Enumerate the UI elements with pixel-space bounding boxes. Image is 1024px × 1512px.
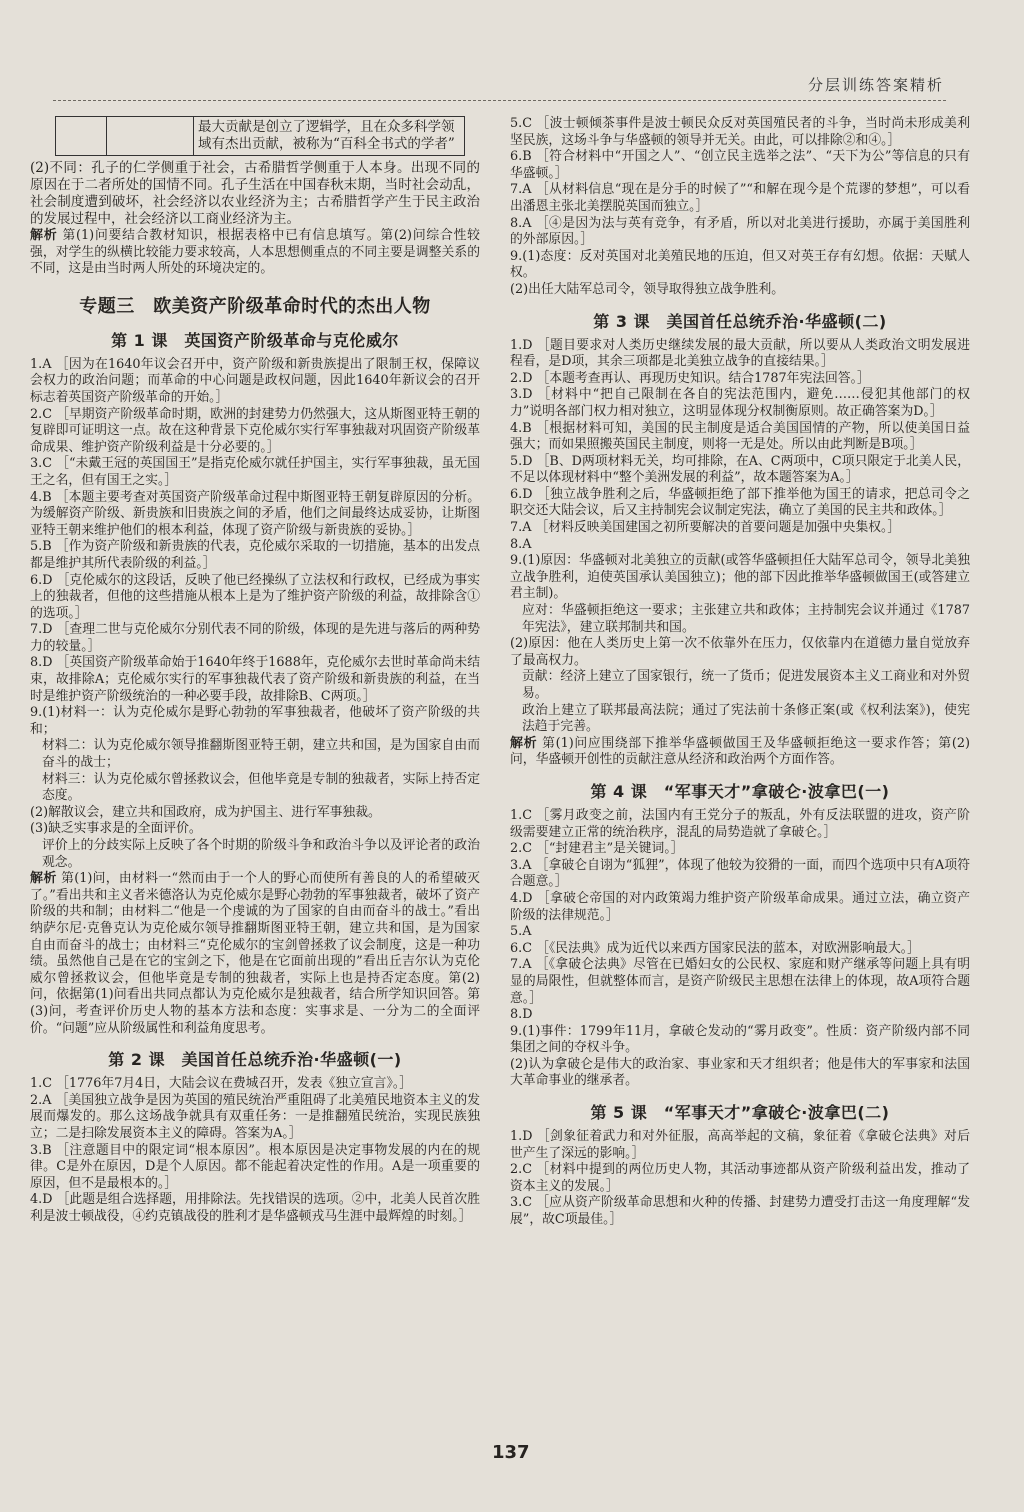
answer-item: 5.A — [510, 924, 532, 940]
table-cell-empty — [56, 117, 107, 156]
answer-item: 1.D ［题目要求对人类历史继续发展的最大贡献，所以要从人类政治文明发展进程看，是D项，其余三项都是北美独立战争的直接结果。］ — [510, 337, 970, 370]
lesson1-answers — [30, 357, 480, 871]
answer-item: 6.C ［《民法典》成为近代以来西方国家民法的蓝本，对欧洲影响最大。］ — [510, 940, 920, 956]
answer-item: 4.D ［此题是组合选择题，用排除法。先找错误的选项。②中，北美人民首次胜利是波士顿战役，④约克镇战役的胜利才是华盛顿戎马生涯中最辉煌的时刻。］ — [30, 1192, 480, 1224]
analysis-paragraph — [30, 871, 480, 1037]
lesson-title: 第 2 课 美国首任总统乔治·华盛顿(一) — [108, 1050, 402, 1070]
answer-item: 3.B ［注意题目中的限定词“根本原因”。根本原因是决定事物发展的内在的规律。C是外在原因，D是个人原因。都不能起着决定性的作用。A是一项重要的原因，但不是最根本的。］ — [30, 1142, 480, 1191]
answer-item: 3.C ［应从资产阶级革命思想和火种的传播、封建势力遭受打击这一角度理解“发展”，故C项最佳。］ — [510, 1195, 970, 1228]
answer-item: 8.D — [510, 1007, 533, 1023]
answer-item: 9.(1)事件：1799年11月，拿破仑发动的“雾月政变”。性质：资产阶级内部不同集团之间的夺权斗争。 — [510, 1023, 970, 1056]
answer-item: (2)出任大陆军总司令，领导取得独立战争胜利。 — [510, 281, 785, 297]
analysis-paragraph — [510, 736, 970, 769]
answer-item: 6.D ［独立战争胜利之后，华盛顿拒绝了部下推举他为国王的请求，把总司令之职交还大陆会议，后又主持制宪会议制定宪法，确立了美国的民主共和政体。］ — [510, 486, 970, 519]
answer-item: 7.D ［查理二世与克伦威尔分别代表不同的阶级，体现的是先进与落后的两种势力的较量。］ — [30, 622, 480, 654]
answer-item: 政治上建立了联邦最高法院；通过了宪法前十条修正案(或《权利法案》)，使宪法趋于完善。 — [522, 702, 970, 735]
analysis-label: 解析 — [30, 871, 57, 887]
answer-item: 3.C ［“未戴王冠的英国国王”是指克伦威尔就任护国主，实行军事独裁，虽无国王之名，但有国王之实。］ — [30, 456, 480, 488]
answer-item: (2)解散议会，建立共和国政府，成为护国主、进行军事独裁。 — [30, 804, 381, 820]
analysis-label: 解析 — [30, 228, 58, 243]
analysis-text: 第(1)问，由材料一“然而由于一个人的野心而使所有善良的人的希望破灭了。”看出共和主义者米德洛认为克伦威尔是野心勃勃的军事独裁者，破坏了资产阶级的共和制；由材料二“他是一个虔诚的为了国家的自由而奋斗的战士。”看出纳萨尔尼·克鲁克认为克伦威尔领导推翻斯图亚特王朝，建立共和国，是为国家自由而奋斗的战士；由材料三“克伦威尔的宝剑曾拯救了议会制度，这是一种功绩。虽然他自己是在它的宝剑之下，他是在它面前出现的”看出丘吉尔认为克伦威尔曾拯救议会，但他毕竟是专制的独裁者，实际上也是持否定态度。第(2)问，依据第(1)问看出共同点都认为克伦威尔是独裁者，结合所学知识回答。第(3)问，考查评价历史人物的基本方法和态度：实事求是、一分为二的全面评价。“问题”应从阶级属性和利益角度思考。 — [30, 871, 480, 1036]
answer-item: 7.A ［材料反映美国建国之初所要解决的首要问题是加强中央集权。］ — [510, 520, 901, 536]
answer-item: 8.A — [510, 536, 532, 552]
summary-table — [55, 116, 465, 156]
answer-item: 5.D ［B、D两项材料无关，均可排除，在A、C两项中，C项只限定于北美人民，不足以体现材料中“整个美洲发展的利益”，故本题答案为A。］ — [510, 453, 970, 486]
answer-item: 9.(1)材料一：认为克伦威尔是野心勃勃的军事独裁者，他破坏了资产阶级的共和； — [30, 705, 480, 737]
answer-item: 材料三：认为克伦威尔曾拯救议会，但他毕竟是专制的独裁者，实际上持否定态度。 — [42, 771, 480, 804]
answer-item: 1.C ［1776年7月4日，大陆会议在费城召开，发表《独立宣言》。］ — [30, 1076, 413, 1092]
page-number: 137 — [492, 1442, 530, 1463]
answer-item: 贡献：经济上建立了国家银行，统一了货币；促进发展资本主义工商业和对外贸易。 — [522, 669, 970, 701]
answer-item: 1.D ［剑象征着武力和对外征服，高高举起的文稿，象征着《拿破仑法典》对后世产生了深远的影响。］ — [510, 1129, 970, 1161]
answer-item: 4.B ［根据材料可知，美国的民主制度是适合美国国情的产物，所以使美国日益强大；而如果照搬英国民主制度，则将一无是处。所以由此判断是B项。］ — [510, 420, 970, 453]
answer-item: 9.(1)态度：反对英国对北美殖民地的压迫，但又对英王存有幻想。依据：天赋人权。 — [510, 248, 970, 281]
answer-item: (2)认为拿破仑是伟大的政治家、事业家和天才组织者；他是伟大的军事家和法国大革命事业的继承者。 — [510, 1056, 970, 1089]
answer-item: 3.D ［材料中“把自己限制在各自的宪法范围内，避免……侵犯其他部门的权力”说明各部门权力相对独立，这明显体现分权制衡原则。故正确答案为D。］ — [510, 387, 970, 419]
answer-item: (2)原因：他在人类历史上第一次不依靠外在压力，仅依靠内在道德力量自觉放弃了最高权力。 — [510, 636, 970, 668]
lesson2-answers — [30, 1076, 480, 1225]
lesson-title: 第 5 课 “军事天才”拿破仑·波拿巴(二) — [590, 1103, 890, 1123]
analysis-paragraph — [30, 228, 480, 278]
answer-item: 7.A ［《拿破仑法典》尽管在已婚妇女的公民权、家庭和财产继承等问题上具有明显的局限性，但就整体而言，是资产阶级民主思想在法律上的体现，故A项符合题意。］ — [510, 957, 970, 1006]
answer-item: 9.(1)原因：华盛顿对北美独立的贡献(或答华盛顿担任大陆军总司令，领导北美独立战争胜利，迫使英国承认美国独立)；他的部下因此推举华盛顿做国王(或答建立君主制)。 — [510, 553, 970, 602]
left-column — [30, 116, 480, 1225]
answer-item: (3)缺乏实事求是的全面评价。 — [30, 821, 202, 837]
answer-item: 应对：华盛顿拒绝这一要求；主张建立共和政体；主持制宪会议并通过《1787年宪法》，建立联邦制共和国。 — [522, 603, 970, 635]
answer-item: 6.D ［克伦威尔的这段话，反映了他已经操纵了立法权和行政权，已经成为事实上的独裁者，但他的这些措施从根本上是为了维护资产阶级的利益，故排除含①的选项。］ — [30, 572, 480, 621]
answer-item: 8.A ［④是因为法与英有竞争，有矛盾，所以对北美进行援助，亦属于美国胜利的外部原因。］ — [510, 215, 970, 248]
table-cell: 最大贡献是创立了逻辑学，且在众多科学领域有杰出贡献，被称为“百科全书式的学者” — [194, 117, 465, 156]
header-divider — [53, 100, 946, 101]
answer-item: 2.C ［材料中提到的两位历史人物，其活动事迹都从资产阶级利益出发，推动了资本主义的发展。］ — [510, 1162, 970, 1194]
answer-item: 材料二：认为克伦威尔领导推翻斯图亚特王朝，建立共和国，是为国家自由而奋斗的战士； — [42, 738, 480, 771]
lesson5-answers — [510, 1129, 970, 1229]
answer-item: 8.D ［英国资产阶级革命始于1640年终于1688年，克伦威尔去世时革命尚未结束，故排除A；克伦威尔实行的军事独裁代表了资产阶级和新贵族的利益，在当时是维护资产阶级统治的一种必要手段，故排除B、C两项。］ — [30, 655, 480, 704]
topic-title: 专题三 欧美资产阶级革命时代的杰出人物 — [79, 295, 431, 317]
answer-item: 7.A ［从材料信息“现在是分手的时候了”“和解在现今是个荒谬的梦想”，可以看出潘恩主张北美摆脱英国而独立。］ — [510, 182, 970, 214]
right-column — [510, 116, 970, 1229]
answer-item: 5.B ［作为资产阶级和新贵族的代表，克伦威尔采取的一切措施，基本的出发点都是维护其所代表阶级的利益。］ — [30, 539, 480, 571]
answer-item: (2)不同：孔子的仁学侧重于社会，古希腊哲学侧重于人本身。出现不同的原因在于二者所处的国情不同。孔子生活在中国春秋末期，当时社会动乱，社会制度遭到破坏，社会经济以农业经济为主；古希腊哲学产生于民主政治的发展过程中，社会经济以工商业经济为主。 — [30, 160, 480, 227]
answer-item: 1.A ［因为在1640年议会召开中，资产阶级和新贵族提出了限制王权，保障议会权力的政治问题；而革命的中心问题是政权问题，因此1640年新议会的召开标志着英国资产阶级革命的开始。］ — [30, 356, 480, 405]
lesson-title: 第 3 课 美国首任总统乔治·华盛顿(二) — [593, 311, 887, 331]
lesson2-answers-cont — [510, 116, 970, 299]
answer-item: 评价上的分歧实际上反映了各个时期的阶级斗争和政治斗争以及评论者的政治观念。 — [42, 838, 480, 870]
answer-item: 6.B ［符合材料中“开国之人”、“创立民主选举之法”、“天下为公”等信息的只有华盛顿。］ — [510, 149, 970, 181]
answer-item: 4.D ［拿破仑帝国的对内政策竭力维护资产阶级革命成果。通过立法，确立资产阶级的法律规范。］ — [510, 890, 970, 923]
answer-item: 2.C ［“封建君主”是关键词。］ — [510, 841, 684, 857]
table-cell-empty — [107, 117, 194, 156]
analysis-label: 解析 — [510, 735, 538, 751]
intro-block — [30, 160, 480, 228]
lesson3-answers — [510, 338, 970, 736]
table-row — [56, 117, 465, 156]
lesson-title: 第 4 课 “军事天才”拿破仑·波拿巴(一) — [590, 781, 890, 801]
analysis-text: 第(1)问要结合教材知识，根据表格中已有信息填写。第(2)问综合性较强，对学生的纵横比较能力要求较高，人本思想侧重点的不同主要是调整关系的不同，这是由当时两人所处的环境决定的。 — [30, 228, 480, 277]
answer-item: 4.B ［本题主要考查对英国资产阶级革命过程中斯图亚特王朝复辟原因的分析。为缓解资产阶级、新贵族和旧贵族之间的矛盾，他们之间最终达成妥协，让斯图亚特王朝来维护他们的根本利益，体现了资产阶级与新贵族的妥协。］ — [30, 489, 480, 538]
answer-item: 3.A ［拿破仑自诩为“狐狸”，体现了他较为狡猾的一面，而四个选项中只有A项符合题意。］ — [510, 857, 970, 890]
answer-item: 2.A ［美国独立战争是因为英国的殖民统治严重阻碍了北美殖民地资本主义的发展而爆发的。那么这场战争就具有双重任务：一是推翻殖民统治，实现民族独立；二是扫除发展资本主义的障碍。答案为A。］ — [30, 1092, 480, 1141]
answer-item: 1.C ［雾月政变之前，法国内有王党分子的叛乱，外有反法联盟的进攻，资产阶级需要建立正常的统治秩序，混乱的局势造就了拿破仑。］ — [510, 807, 970, 840]
answer-item: 2.C ［早期资产阶级革命时期，欧洲的封建势力仍然强大，这从斯图亚特王朝的复辟即可证明这一点。故在这种背景下克伦威尔实行军事独裁对巩固资产阶级革命成果、维护资产阶级利益是十分必要的。］ — [30, 406, 480, 455]
answer-item: 5.C ［波士顿倾茶事件是波士顿民众反对英国殖民者的斗争，当时尚未形成美利坚民族，这场斗争与华盛顿的领导并无关。由此，可以排除②和④。］ — [510, 116, 970, 148]
analysis-text: 第(1)问应围绕部下推举华盛顿做国王及华盛顿拒绝这一要求作答；第(2)问，华盛顿开创性的贡献注意从经济和政治两个方面作答。 — [510, 735, 970, 768]
lesson4-answers — [510, 808, 970, 1090]
lesson-title: 第 1 课 英国资产阶级革命与克伦威尔 — [111, 330, 399, 350]
answer-item: 2.D ［本题考查再认、再现历史知识。结合1787年宪法回答。］ — [510, 370, 870, 386]
page-header: 分层训练答案精析 — [807, 76, 944, 94]
